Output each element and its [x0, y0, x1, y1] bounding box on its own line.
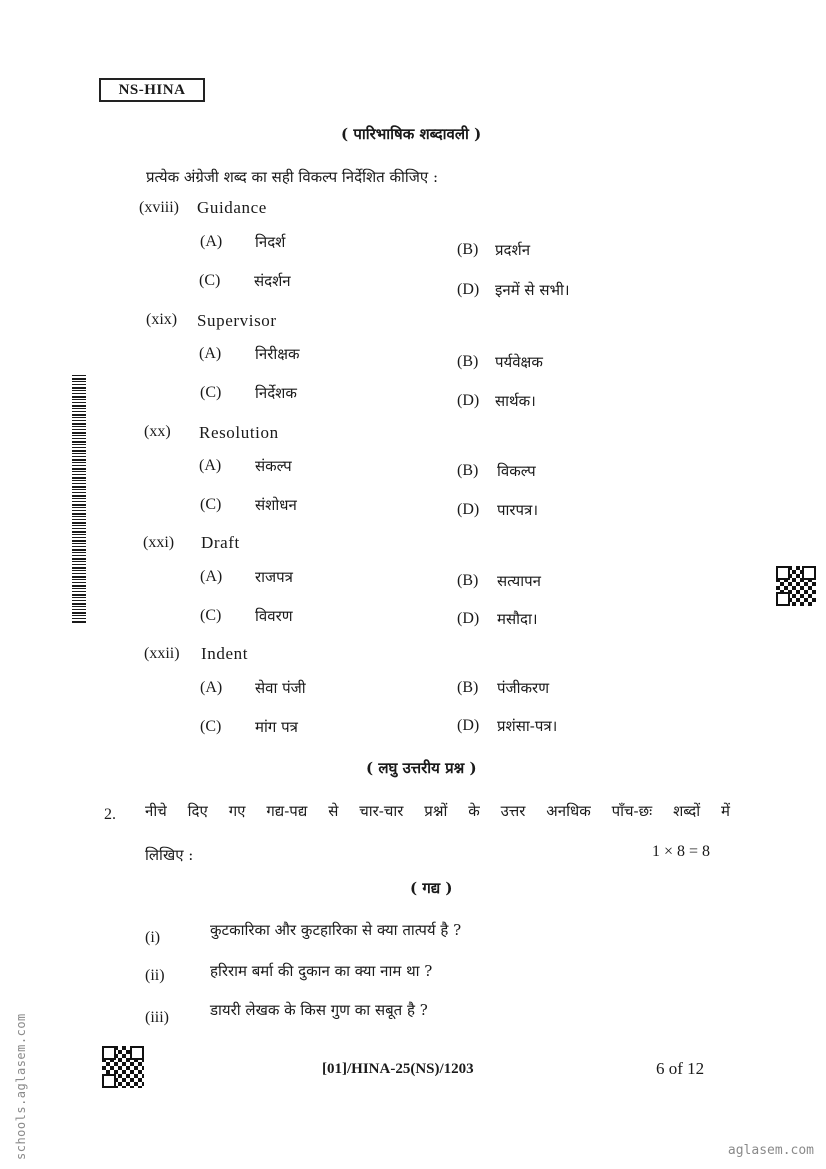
option-text: सत्यापन	[497, 572, 541, 590]
option-letter: (D)	[457, 610, 480, 627]
side-watermark: schools.aglasem.com	[14, 1013, 28, 1160]
option-text: प्रशंसा-पत्र।	[497, 717, 558, 735]
option-text: सेवा पंजी	[255, 679, 306, 697]
option-text: मांग पत्र	[255, 718, 298, 736]
option-letter: (C)	[200, 496, 222, 513]
question-number: 2.	[104, 806, 116, 823]
option-text: निर्देशक	[255, 384, 297, 402]
option-text: पर्यवेक्षक	[495, 353, 543, 371]
option-letter: (A)	[200, 233, 223, 250]
option-text: राजपत्र	[255, 568, 293, 586]
option-text: इनमें से सभी।	[495, 281, 570, 299]
option-letter: (D)	[457, 717, 480, 734]
sub-heading-prose: ( गद्य )	[410, 879, 453, 897]
paper-code: NS-HINA	[99, 78, 205, 102]
option-text: विवरण	[255, 607, 293, 625]
option-letter: (D)	[457, 501, 480, 518]
question-word: Supervisor	[197, 311, 277, 330]
sub-question-number: (i)	[145, 929, 161, 946]
option-letter: (B)	[457, 241, 479, 258]
sub-question-text: डायरी लेखक के किस गुण का सबूत है ?	[210, 1001, 428, 1019]
question-word: Resolution	[199, 423, 279, 442]
section-title-short-answer: ( लघु उत्तरीय प्रश्न )	[366, 759, 477, 777]
footer-paper-code: [01]/HINA-25(NS)/1203	[322, 1061, 474, 1077]
question-number: (xxi)	[143, 534, 175, 551]
option-text: पारपत्र।	[497, 501, 539, 519]
section-title-glossary: ( पारिभाषिक शब्दावली )	[341, 125, 482, 143]
question-text: नीचे दिए गए गद्य-पद्य से चार-चार प्रश्नों के उत्तर अनधिक पाँच-छः शब्दों में	[145, 802, 730, 820]
option-letter: (B)	[457, 572, 479, 589]
option-letter: (B)	[457, 679, 479, 696]
sub-question-text: कुटकारिका और कुटहारिका से क्या तात्पर्य है ?	[210, 921, 462, 939]
question-number: (xviii)	[139, 199, 179, 216]
question-number: (xxii)	[144, 645, 180, 662]
question-number: (xx)	[144, 423, 171, 440]
option-text: मसौदा।	[497, 610, 538, 628]
option-text: निरीक्षक	[255, 345, 300, 363]
option-text: संशोधन	[255, 496, 297, 514]
option-letter: (A)	[199, 345, 222, 362]
question-word: Guidance	[197, 198, 267, 217]
option-letter: (C)	[200, 718, 222, 735]
option-letter: (A)	[199, 457, 222, 474]
bottom-watermark: aglasem.com	[727, 1143, 814, 1158]
instruction-text: प्रत्येक अंग्रेजी शब्द का सही विकल्प निर्देशित कीजिए :	[146, 168, 439, 186]
option-letter: (B)	[457, 353, 479, 370]
option-letter: (A)	[200, 568, 223, 585]
option-letter: (C)	[200, 384, 222, 401]
question-text-continued: लिखिए :	[145, 846, 194, 864]
qr-code-bottom	[102, 1046, 144, 1088]
sub-question-number: (iii)	[145, 1009, 169, 1026]
option-text: संकल्प	[255, 457, 292, 475]
qr-code-right	[776, 566, 816, 606]
question-number: (xix)	[146, 311, 178, 328]
option-letter: (B)	[457, 462, 479, 479]
option-letter: (D)	[457, 392, 480, 409]
option-text: प्रदर्शन	[495, 241, 531, 259]
page-number: 6 of 12	[656, 1059, 705, 1078]
option-letter: (D)	[457, 281, 480, 298]
option-text: संदर्शन	[254, 272, 291, 290]
sub-question-text: हरिराम बर्मा की दुकान का क्या नाम था ?	[210, 962, 433, 980]
option-text: निदर्श	[255, 233, 286, 251]
option-text: पंजीकरण	[497, 679, 550, 697]
option-text: विकल्प	[497, 462, 536, 480]
option-letter: (C)	[200, 607, 222, 624]
question-word: Indent	[201, 644, 249, 663]
marks-allocation: 1 × 8 = 8	[652, 843, 711, 860]
barcode-image	[72, 375, 86, 623]
sub-question-number: (ii)	[145, 967, 165, 984]
question-word: Draft	[201, 533, 240, 552]
option-letter: (C)	[199, 272, 221, 289]
option-letter: (A)	[200, 679, 223, 696]
option-text: सार्थक।	[495, 392, 536, 410]
